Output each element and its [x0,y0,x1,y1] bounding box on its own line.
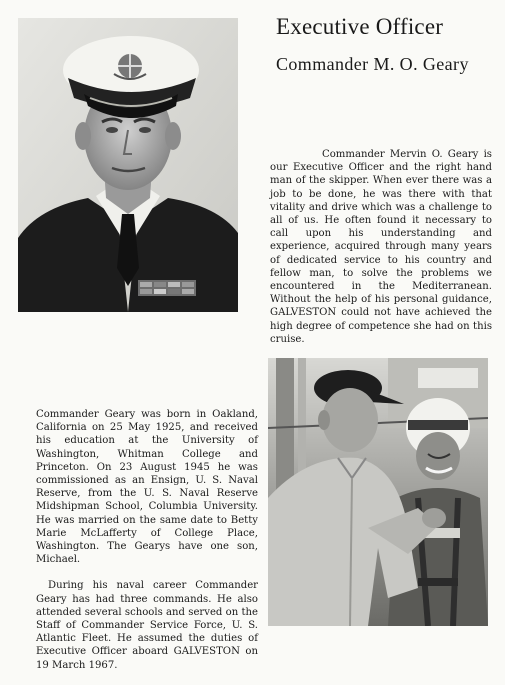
biography-section [36,408,258,685]
biography-paragraph: During his naval career Commander Geary has had three commands. He also attended several schools and served on the Staff of Commander Service Force, U. S. Atlantic Fleet. He assumed the duties of Executive Officer aboard GALVESTON on 19 March 1967. [36,580,258,671]
crew-photo-illustration [268,358,488,626]
biography-paragraph: Commander Geary was born in Oakland, California on 25 May 1925, and received his education at the University of Washington, Whitman College and Princeton. On 23 August 1945 he was commissioned as an Ensign, U. S. Naval Reserve, from the U. S. Naval Reserve Midshipman School, Columbia University. He was married on the same date to Betty Marie McLafferty of College Place, Washington. The Gearys have one son, Michael. [36,409,258,566]
helicopter-crew-photo [268,358,488,626]
portrait-illustration [18,18,238,312]
officer-portrait-photo [18,18,238,312]
page-title: Executive Officer [276,14,444,39]
intro-paragraph: Commander Mervin O. Geary is our Executive Officer and the right hand man of the skipper. When ever there was a job to be done, he was there with that vitality and drive which was a challenge to all of us. He often found it necessary to call upon his understanding and experience, acquired through many years of dedicated service to his country and fellow man, to solve the problems we encountered in the Mediterranean. Without the help of his personal guidance, GALVESTON could not have achieved the high degree of competence she had on this cruise. [270,149,492,345]
officer-name-heading: Commander M. O. Geary [276,54,469,74]
